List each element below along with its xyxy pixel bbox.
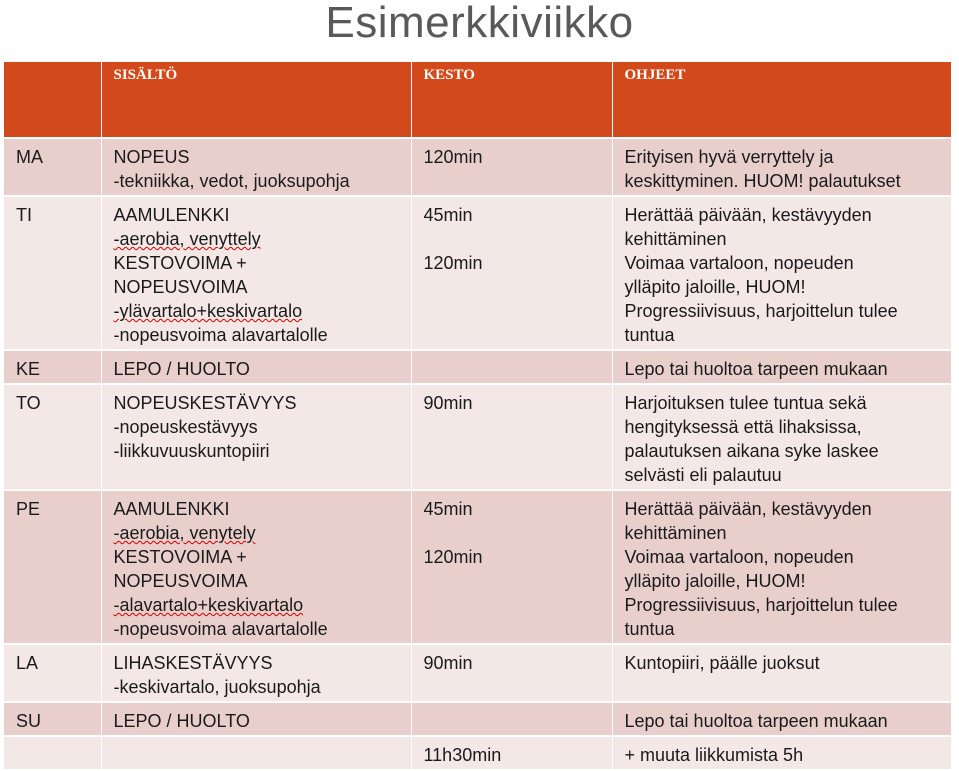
instructions-line: tuntua: [624, 325, 675, 345]
content-cell: [101, 196, 411, 350]
content-line: -alavartalo+keskivartalo: [113, 595, 304, 615]
day-cell: LA: [4, 644, 101, 702]
duration-cell: [411, 702, 612, 736]
duration-line: 120min: [423, 253, 483, 273]
instructions-line: palautuksen aikana syke laskee: [624, 441, 879, 461]
content-line: -aerobia, venyttely: [113, 229, 261, 249]
instructions-cell: [612, 702, 951, 736]
table-row-total: [4, 736, 951, 770]
duration-line: 90min: [423, 653, 473, 673]
content-line: NOPEUSVOIMA: [113, 277, 248, 297]
instructions-line: Voimaa vartaloon, nopeuden: [624, 547, 854, 567]
content-line: KESTOVOIMA +: [113, 547, 247, 567]
instructions-line: keskittyminen. HUOM! palautukset: [624, 171, 901, 191]
content-line: LIHASKESTÄVYYS: [113, 653, 273, 673]
duration-cell: [411, 644, 612, 702]
table-row: [4, 384, 951, 490]
content-line: -liikkuvuuskuntopiiri: [113, 441, 270, 461]
instructions-line: Lepo tai huoltoa tarpeen mukaan: [624, 711, 888, 731]
header-day: [4, 62, 101, 138]
instructions-line: kehittäminen: [624, 229, 727, 249]
day-cell: TO: [4, 384, 101, 490]
content-line: LEPO / HUOLTO: [113, 711, 250, 731]
instructions-line: selvästi eli palautuu: [624, 465, 782, 485]
duration-spacer: [424, 227, 600, 251]
content-cell: [101, 350, 411, 384]
instructions-cell: [612, 490, 951, 644]
content-cell: [101, 644, 411, 702]
instructions-line: Progressiivisuus, harjoittelun tulee: [624, 301, 898, 321]
instructions-line: hengityksessä että lihaksissa,: [624, 417, 862, 437]
content-line: -nopeuskestävyys: [113, 417, 258, 437]
instructions-cell: [612, 138, 951, 196]
instructions-cell: [612, 196, 951, 350]
duration-line: 45min: [423, 499, 473, 519]
duration-line: 120min: [423, 547, 483, 567]
instructions-line: Kuntopiiri, päälle juoksut: [624, 653, 820, 673]
day-cell: MA: [4, 138, 101, 196]
instructions-line: Voimaa vartaloon, nopeuden: [624, 253, 854, 273]
table-header-row: [4, 62, 951, 138]
table-row: [4, 196, 951, 350]
total-duration: 11h30min: [423, 745, 502, 765]
day-cell: KE: [4, 350, 101, 384]
instructions-cell: [612, 384, 951, 490]
content-line: AAMULENKKI: [113, 205, 230, 225]
duration-line: 45min: [423, 205, 473, 225]
instructions-cell: [612, 350, 951, 384]
instructions-line: tuntua: [624, 619, 675, 639]
day-cell: PE: [4, 490, 101, 644]
instructions-line: Herättää päivään, kestävyyden: [624, 205, 872, 225]
day-cell: SU: [4, 702, 101, 736]
duration-cell: [411, 490, 612, 644]
page-title: Esimerkkiviikko: [325, 0, 634, 47]
table-row: [4, 644, 951, 702]
header-content: SISÄLTÖ: [101, 62, 411, 138]
content-line: -keskivartalo, juoksupohja: [113, 677, 321, 697]
content-cell: [101, 384, 411, 490]
instructions-line: Progressiivisuus, harjoittelun tulee: [624, 595, 898, 615]
content-line: -tekniikka, vedot, juoksupohja: [113, 171, 350, 191]
duration-line: 90min: [423, 393, 473, 413]
instructions-cell: [612, 736, 951, 770]
weekly-plan-table: [4, 62, 952, 771]
duration-cell: [411, 196, 612, 350]
duration-cell: [411, 736, 612, 770]
content-line: -nopeusvoima alavartalolle: [113, 325, 328, 345]
duration-cell: [411, 350, 612, 384]
content-line: KESTOVOIMA +: [113, 253, 247, 273]
content-cell: [101, 736, 411, 770]
content-cell: [101, 138, 411, 196]
table-row: [4, 702, 951, 736]
content-line: -ylävartalo+keskivartalo: [113, 301, 303, 321]
duration-cell: [411, 138, 612, 196]
content-line: -aerobia, venytely: [113, 523, 256, 543]
instructions-cell: [612, 644, 951, 702]
total-instructions: + muuta liikkumista 5h: [624, 745, 804, 765]
content-line: LEPO / HUOLTO: [113, 359, 250, 379]
instructions-line: ylläpito jaloille, HUOM!: [624, 277, 806, 297]
duration-spacer: [424, 521, 600, 545]
instructions-line: Erityisen hyvä verryttely ja: [624, 147, 834, 167]
instructions-line: kehittäminen: [624, 523, 727, 543]
content-line: -nopeusvoima alavartalolle: [113, 619, 328, 639]
day-cell: TI: [4, 196, 101, 350]
content-line: NOPEUSVOIMA: [113, 571, 248, 591]
content-line: NOPEUSKESTÄVYYS: [113, 393, 297, 413]
table-row: [4, 138, 951, 196]
instructions-line: Lepo tai huoltoa tarpeen mukaan: [624, 359, 888, 379]
table-row: [4, 490, 951, 644]
content-line: NOPEUS: [113, 147, 190, 167]
table-row: [4, 350, 951, 384]
instructions-line: Harjoituksen tulee tuntua sekä: [624, 393, 867, 413]
content-line: AAMULENKKI: [113, 499, 230, 519]
duration-cell: [411, 384, 612, 490]
instructions-line: ylläpito jaloille, HUOM!: [624, 571, 806, 591]
content-cell: [101, 702, 411, 736]
content-cell: [101, 490, 411, 644]
header-duration: KESTO: [411, 62, 612, 138]
header-instructions: OHJEET: [612, 62, 951, 138]
day-cell: [4, 736, 101, 770]
duration-line: 120min: [423, 147, 483, 167]
instructions-line: Herättää päivään, kestävyyden: [624, 499, 872, 519]
